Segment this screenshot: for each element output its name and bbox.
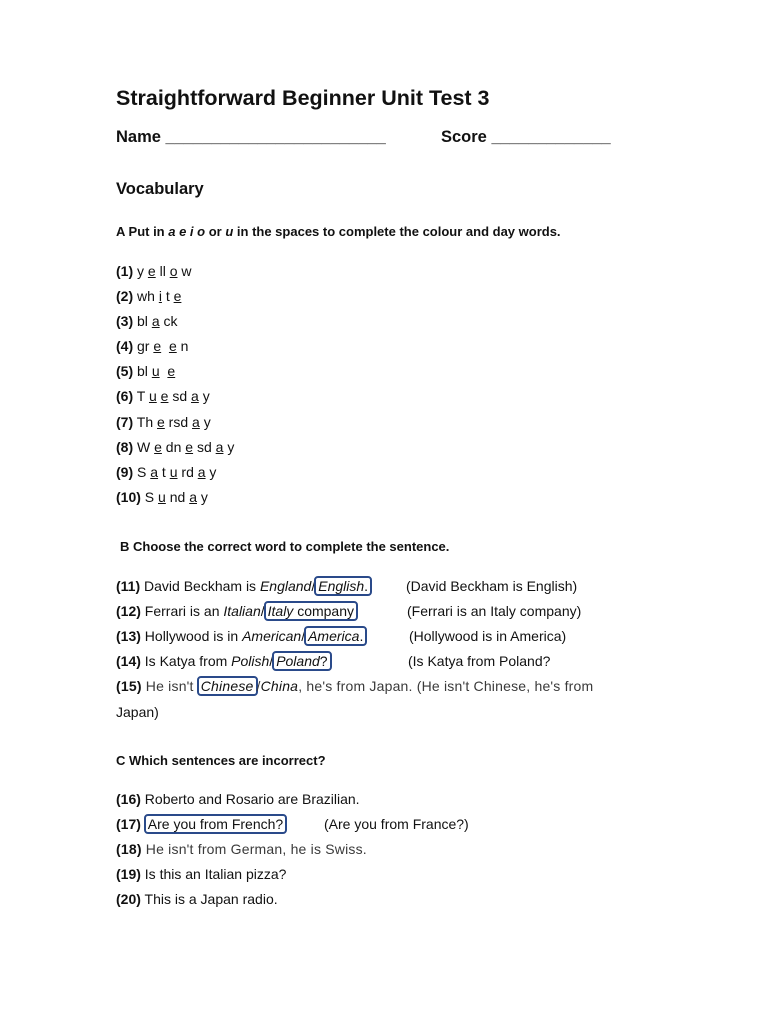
sentence-end: . <box>359 628 364 644</box>
word-fragment: n <box>176 338 189 354</box>
vocab-row <box>116 262 192 280</box>
word-fragment: sd <box>168 388 192 404</box>
sentence-end: company <box>293 603 355 619</box>
sentence-row <box>116 840 367 858</box>
item-number: (18) <box>116 841 142 857</box>
sentence-row <box>116 577 371 595</box>
word-fragment: S <box>137 464 151 480</box>
instruction-a-u: u <box>225 224 234 239</box>
word-fragment: t <box>161 288 174 304</box>
filled-letter: e <box>168 338 177 354</box>
vocab-row <box>116 387 210 405</box>
filled-letter: u <box>151 363 160 379</box>
sentence-start: Ferrari is an <box>144 603 224 619</box>
word-fragment: dn <box>161 439 186 455</box>
item-number: (8) <box>116 439 134 455</box>
filled-letter: a <box>215 439 224 455</box>
sentence-end: , he's from Japan. (He isn't Chinese, he's from <box>298 678 594 694</box>
option-2-text: Italy <box>267 603 294 619</box>
section-heading-vocabulary: Vocabulary <box>116 180 204 198</box>
sentence-end: ? <box>319 653 328 669</box>
filled-letter: u <box>169 464 178 480</box>
option-sep: / <box>311 578 316 594</box>
handwritten-answer: (Hollywood is in America) <box>409 628 567 644</box>
word-fragment: nd <box>165 489 190 505</box>
filled-letter: a <box>189 489 197 505</box>
item-number: (5) <box>116 363 134 379</box>
option-sep: / <box>256 678 261 694</box>
word-fragment: y <box>205 464 217 480</box>
word-fragment: ll <box>155 263 170 279</box>
vocab-row <box>116 337 188 355</box>
filled-letter: e <box>167 363 176 379</box>
option-1: Polish <box>231 653 270 669</box>
filled-letter: i <box>158 288 162 304</box>
vocab-row <box>116 488 208 506</box>
item-number: (6) <box>116 388 134 404</box>
word-fragment: y <box>137 263 148 279</box>
word-fragment: sd <box>193 439 216 455</box>
word-fragment: ck <box>159 313 178 329</box>
answer-box <box>264 601 358 621</box>
sentence-row <box>116 627 366 645</box>
score-field-label: Score _____________ <box>441 128 611 146</box>
word-fragment: y <box>196 489 208 505</box>
filled-letter: e <box>147 263 156 279</box>
instruction-a-mid: or <box>205 224 226 239</box>
option-2-text: America <box>308 628 360 644</box>
handwritten-answer: (David Beckham is English) <box>406 578 578 594</box>
sentence-start: Hollywood is in <box>144 628 243 644</box>
item-number: (11) <box>116 578 141 594</box>
sentence-start: David Beckham is <box>144 578 260 594</box>
filled-letter: e <box>173 288 182 304</box>
instruction-a-post: in the spaces to complete the colour and day words. <box>233 224 561 239</box>
word-fragment: y <box>223 439 235 455</box>
sentence-row-15-wrap: Japan) <box>116 704 159 720</box>
sentence-row <box>116 815 286 833</box>
option-2-text: English <box>318 578 365 594</box>
filled-letter: u <box>148 388 157 404</box>
item-number: (17) <box>116 816 141 832</box>
item-number: (9) <box>116 464 134 480</box>
word-fragment: W <box>137 439 155 455</box>
word-fragment: rd <box>177 464 198 480</box>
item-number: (13) <box>116 628 141 644</box>
option-1: Italian <box>223 603 261 619</box>
answer-box: Chinese <box>197 676 258 696</box>
answer-box: Are you from French? <box>144 814 287 834</box>
sentence-start: He isn't <box>145 678 198 694</box>
word-fragment <box>161 338 169 354</box>
answer-box <box>304 626 367 646</box>
handwritten-answer: (Is Katya from Poland? <box>408 653 551 669</box>
vocab-row <box>116 312 178 330</box>
sentence-row-15 <box>116 677 593 695</box>
option-2: China <box>260 678 299 694</box>
option-sep: / <box>260 603 265 619</box>
vocab-row <box>116 413 211 431</box>
vocab-row <box>116 463 216 481</box>
filled-letter: e <box>160 388 169 404</box>
vocab-row <box>116 438 234 456</box>
filled-letter: a <box>192 414 200 430</box>
word-fragment: S <box>144 489 159 505</box>
answer-box <box>272 651 331 671</box>
sentence-end: . <box>364 578 369 594</box>
instruction-b: B Choose the correct word to complete the sentence. <box>120 539 450 554</box>
word-fragment: Th <box>136 414 157 430</box>
item-number: (2) <box>116 288 134 304</box>
filled-letter: a <box>191 388 199 404</box>
sentence-row <box>116 652 331 670</box>
option-1: England <box>259 578 312 594</box>
word-fragment: y <box>198 388 210 404</box>
word-fragment: T <box>136 388 149 404</box>
sentence-text: He isn't from German, he is Swiss. <box>145 841 367 857</box>
item-number: (3) <box>116 313 134 329</box>
sentence-row <box>116 790 360 808</box>
filled-letter: e <box>157 414 165 430</box>
item-number: (10) <box>116 489 141 505</box>
name-field-label: Name ________________________ <box>116 128 386 146</box>
word-fragment: t <box>158 464 170 480</box>
sentence-text: Is this an Italian pizza? <box>144 866 287 882</box>
item-number: (4) <box>116 338 134 354</box>
sentence-row <box>116 890 278 908</box>
answer-box <box>314 576 372 596</box>
instruction-a-pre: A Put in <box>116 224 169 239</box>
word-fragment: gr <box>137 338 154 354</box>
filled-letter: a <box>150 464 159 480</box>
item-number: (7) <box>116 414 134 430</box>
option-2-text: Poland <box>276 653 320 669</box>
worksheet-title: Straightforward Beginner Unit Test 3 <box>116 86 490 110</box>
item-number: (14) <box>116 653 141 669</box>
sentence-row <box>116 865 286 883</box>
filled-letter: a <box>197 464 206 480</box>
word-fragment: w <box>177 263 192 279</box>
instruction-c: C Which sentences are incorrect? <box>116 753 326 768</box>
word-fragment: bl <box>137 363 152 379</box>
word-fragment: bl <box>137 313 152 329</box>
vocab-row <box>116 287 181 305</box>
filled-letter: e <box>185 439 194 455</box>
sentence-text: This is a Japan radio. <box>144 891 278 907</box>
filled-letter: o <box>169 263 178 279</box>
item-number: (15) <box>116 678 142 694</box>
option-sep: / <box>301 628 306 644</box>
sentence-row <box>116 602 357 620</box>
item-number: (12) <box>116 603 141 619</box>
vocab-row <box>116 362 175 380</box>
handwritten-answer: (Ferrari is an Italy company) <box>407 603 582 619</box>
instruction-a <box>116 224 561 239</box>
filled-letter: u <box>158 489 166 505</box>
item-number: (19) <box>116 866 141 882</box>
option-1: American <box>242 628 302 644</box>
option-sep: / <box>269 653 274 669</box>
filled-letter: e <box>154 439 162 455</box>
instruction-a-letters: a e i o <box>168 224 206 239</box>
item-number: (20) <box>116 891 141 907</box>
item-number: (16) <box>116 791 141 807</box>
filled-letter: e <box>153 338 162 354</box>
sentence-start: Is Katya from <box>144 653 232 669</box>
word-fragment: wh <box>137 288 159 304</box>
word-fragment: rsd <box>164 414 193 430</box>
word-fragment: y <box>199 414 211 430</box>
item-number: (1) <box>116 263 134 279</box>
handwritten-answer: (Are you from France?) <box>324 816 469 832</box>
filled-letter: a <box>151 313 160 329</box>
sentence-text: Roberto and Rosario are Brazilian. <box>144 791 360 807</box>
